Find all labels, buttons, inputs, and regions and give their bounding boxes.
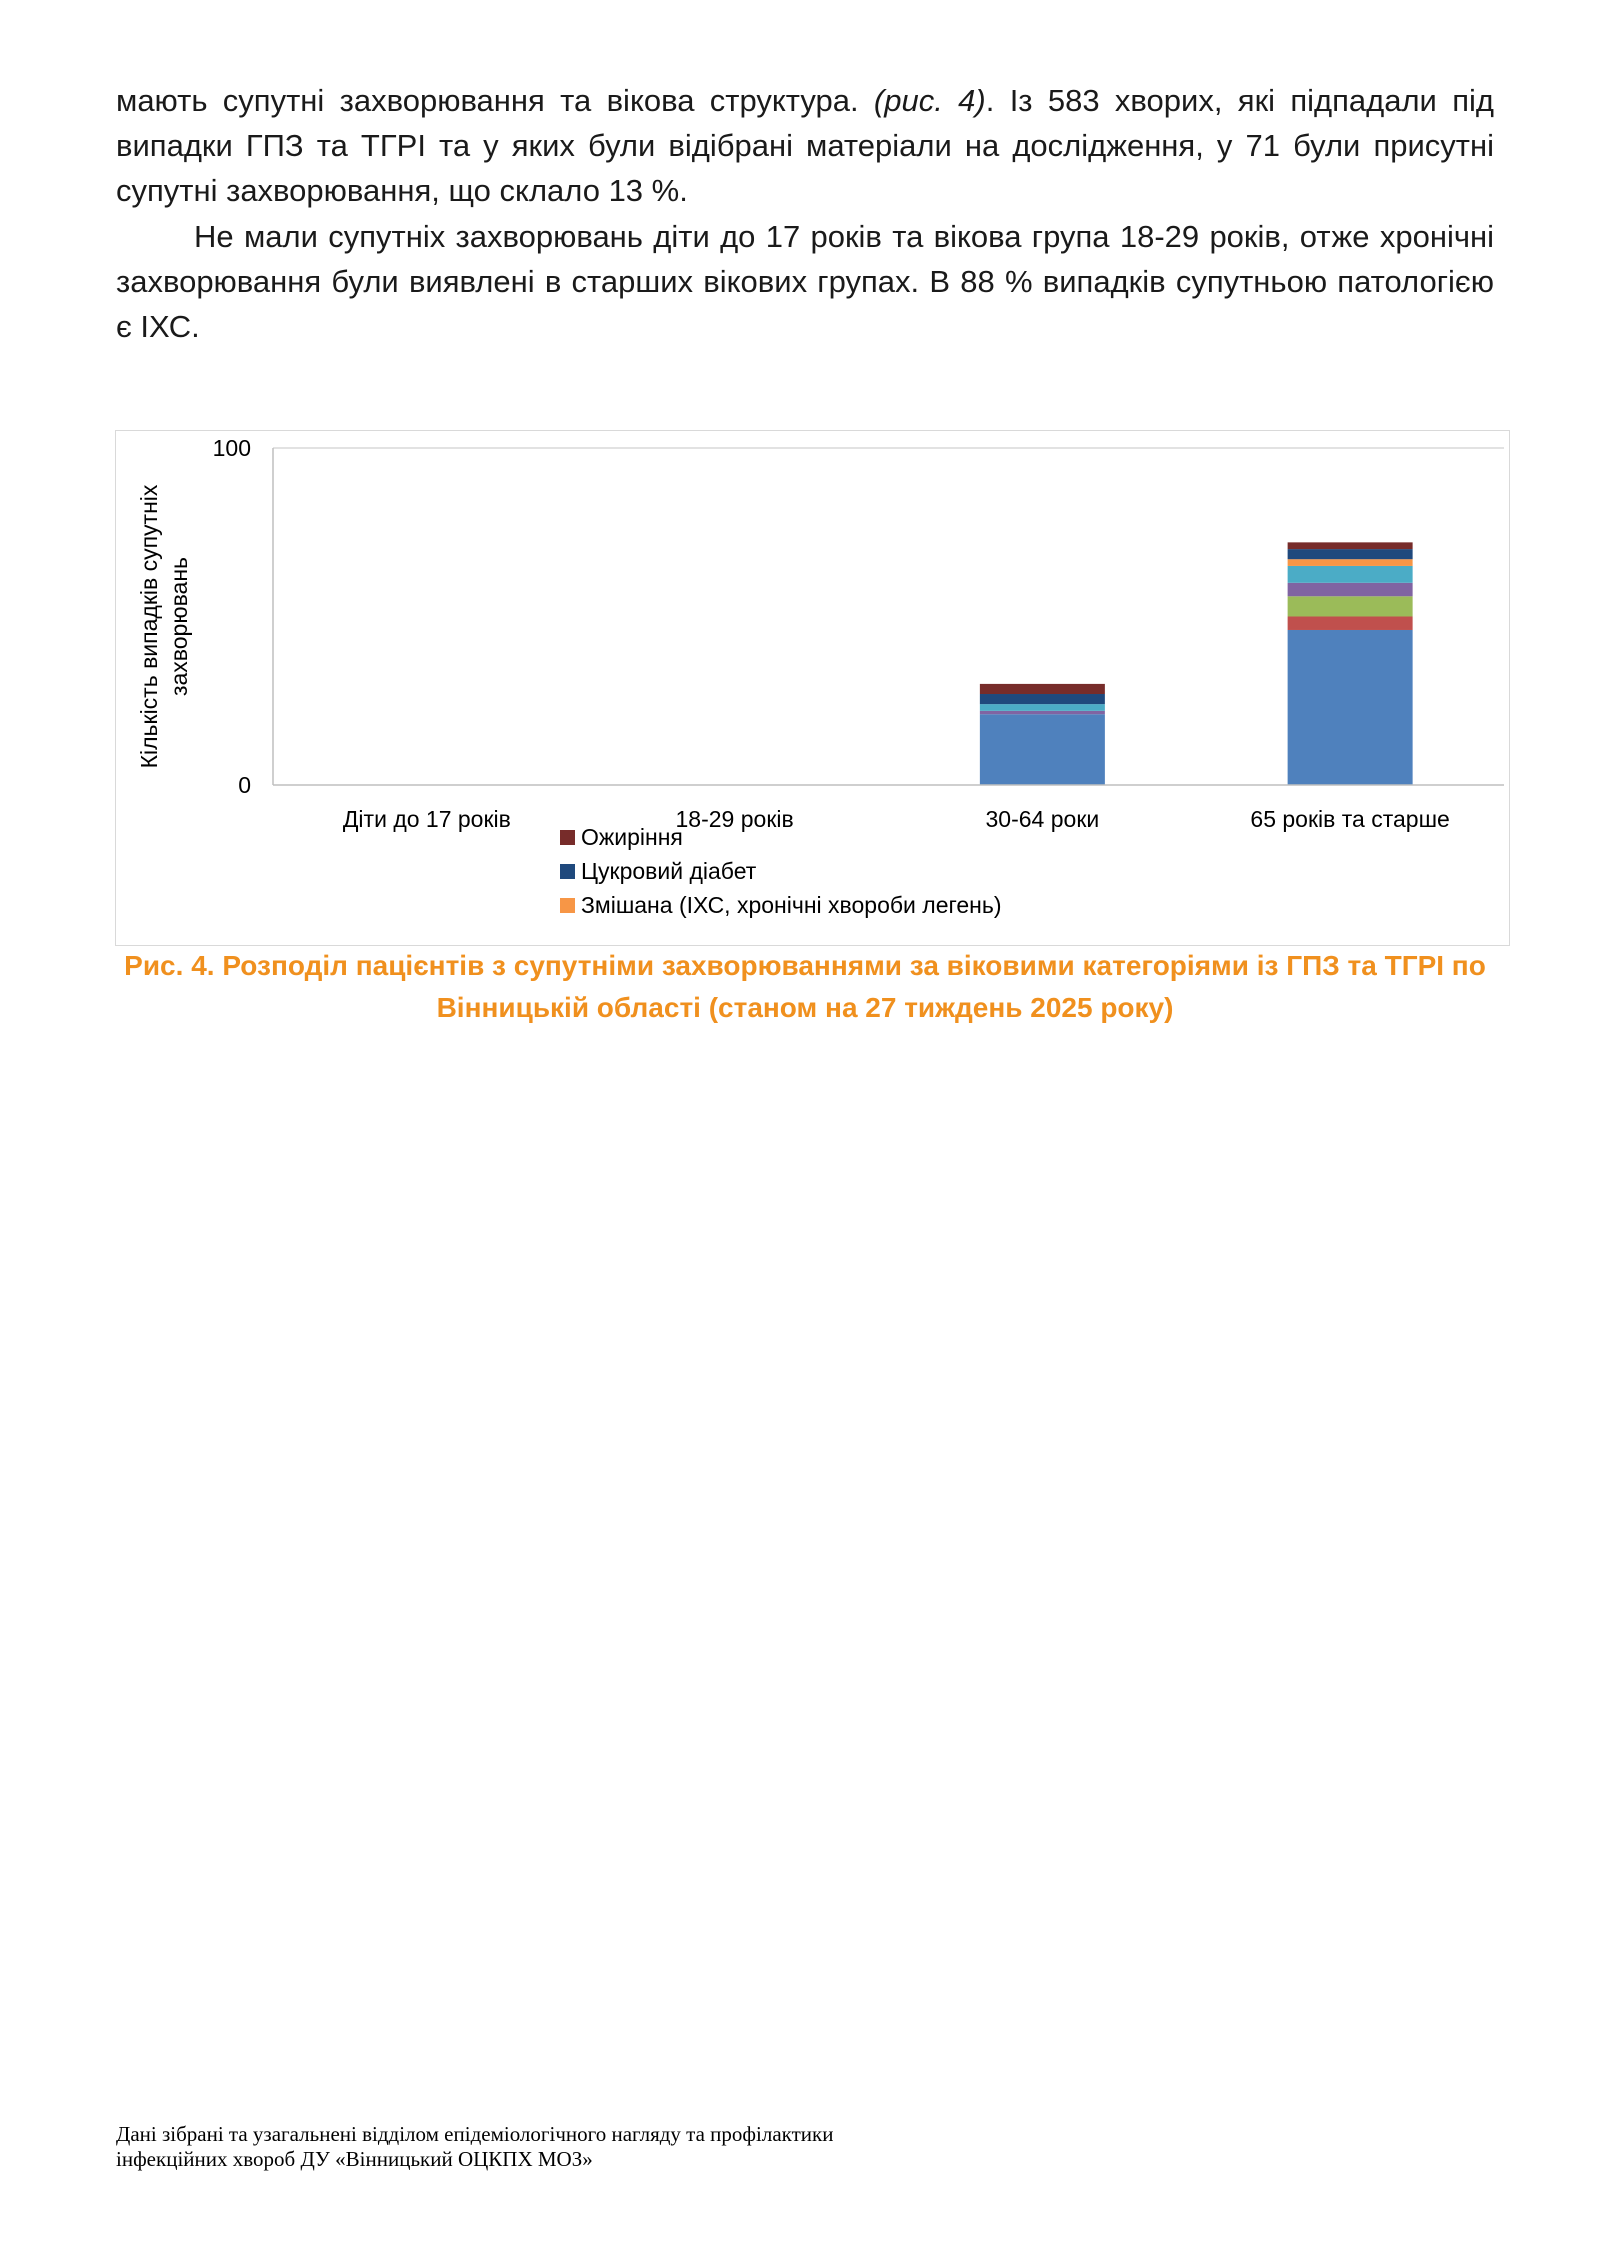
chart-frame xyxy=(115,430,1510,946)
footnote-line-1: Дані зібрані та узагальнені відділом епідеміологічного нагляду та профілактики xyxy=(116,2122,834,2146)
bar-segment xyxy=(1288,542,1413,549)
legend-swatch xyxy=(560,898,575,913)
stacked-bar-chart xyxy=(116,431,1509,945)
legend-label: Ожиріння xyxy=(581,824,683,850)
bar-segment xyxy=(1288,559,1413,566)
caption-line-1: Рис. 4. Розподіл пацієнтів з супутніми захворюваннями за віковими категоріями із ГПЗ та ТГРІ по xyxy=(124,950,1486,981)
bar-segment xyxy=(1288,617,1413,630)
y-tick-label: 100 xyxy=(212,435,251,461)
y-tick-label: 0 xyxy=(238,772,251,798)
x-tick-label: 30-64 роки xyxy=(985,806,1100,832)
legend-swatch xyxy=(560,864,575,879)
footnote xyxy=(116,2122,1016,2172)
legend-swatch xyxy=(560,830,575,845)
figure-reference: (рис. 4) xyxy=(873,83,986,118)
bar-segment xyxy=(980,711,1105,714)
y-axis-label: Кількість випадків супутніх захворювань xyxy=(136,484,192,769)
x-tick-label: 18-29 років xyxy=(675,806,794,832)
legend-label: Змішана (ІХС, хронічні хвороби легень) xyxy=(581,892,1002,918)
bar-segment xyxy=(980,704,1105,711)
footnote-line-2: інфекційних хвороб ДУ «Вінницький ОЦКПХ МОЗ» xyxy=(116,2147,593,2171)
body-paragraph-2: Не мали супутніх захворювань діти до 17 років та вікова група 18-29 років, отже хронічні захворювання були виявлені в старших вікових групах. В 88 % випадків супутньою патологією є ІХС. xyxy=(116,219,1494,344)
legend-label: Цукровий діабет xyxy=(581,858,757,884)
x-tick-label: 65 років та старше xyxy=(1250,806,1450,832)
bar-segment xyxy=(1288,549,1413,559)
bar-segment xyxy=(1288,630,1413,785)
figure-caption xyxy=(116,945,1494,1029)
bar-segment xyxy=(1288,566,1413,583)
bar-segment xyxy=(1288,583,1413,596)
x-tick-label: Діти до 17 років xyxy=(342,806,511,832)
bar-segment xyxy=(980,714,1105,785)
bar-segment xyxy=(980,684,1105,694)
p1-text-a: мають супутні захворювання та вікова структура. xyxy=(116,83,874,118)
bar-segment xyxy=(1288,596,1413,616)
p1-text-b: . Із 583 хворих, які підпадали під випадки ГПЗ та ТГРІ та у яких були відібрані матеріали на дослідження, у 71 були присутні супутні захворювання, що склало 13 %. xyxy=(116,83,1494,208)
caption-line-2: Вінницькій області (станом на 27 тиждень 2025 року) xyxy=(436,992,1174,1023)
body-paragraph-1 xyxy=(116,78,1494,213)
bar-segment xyxy=(980,694,1105,704)
